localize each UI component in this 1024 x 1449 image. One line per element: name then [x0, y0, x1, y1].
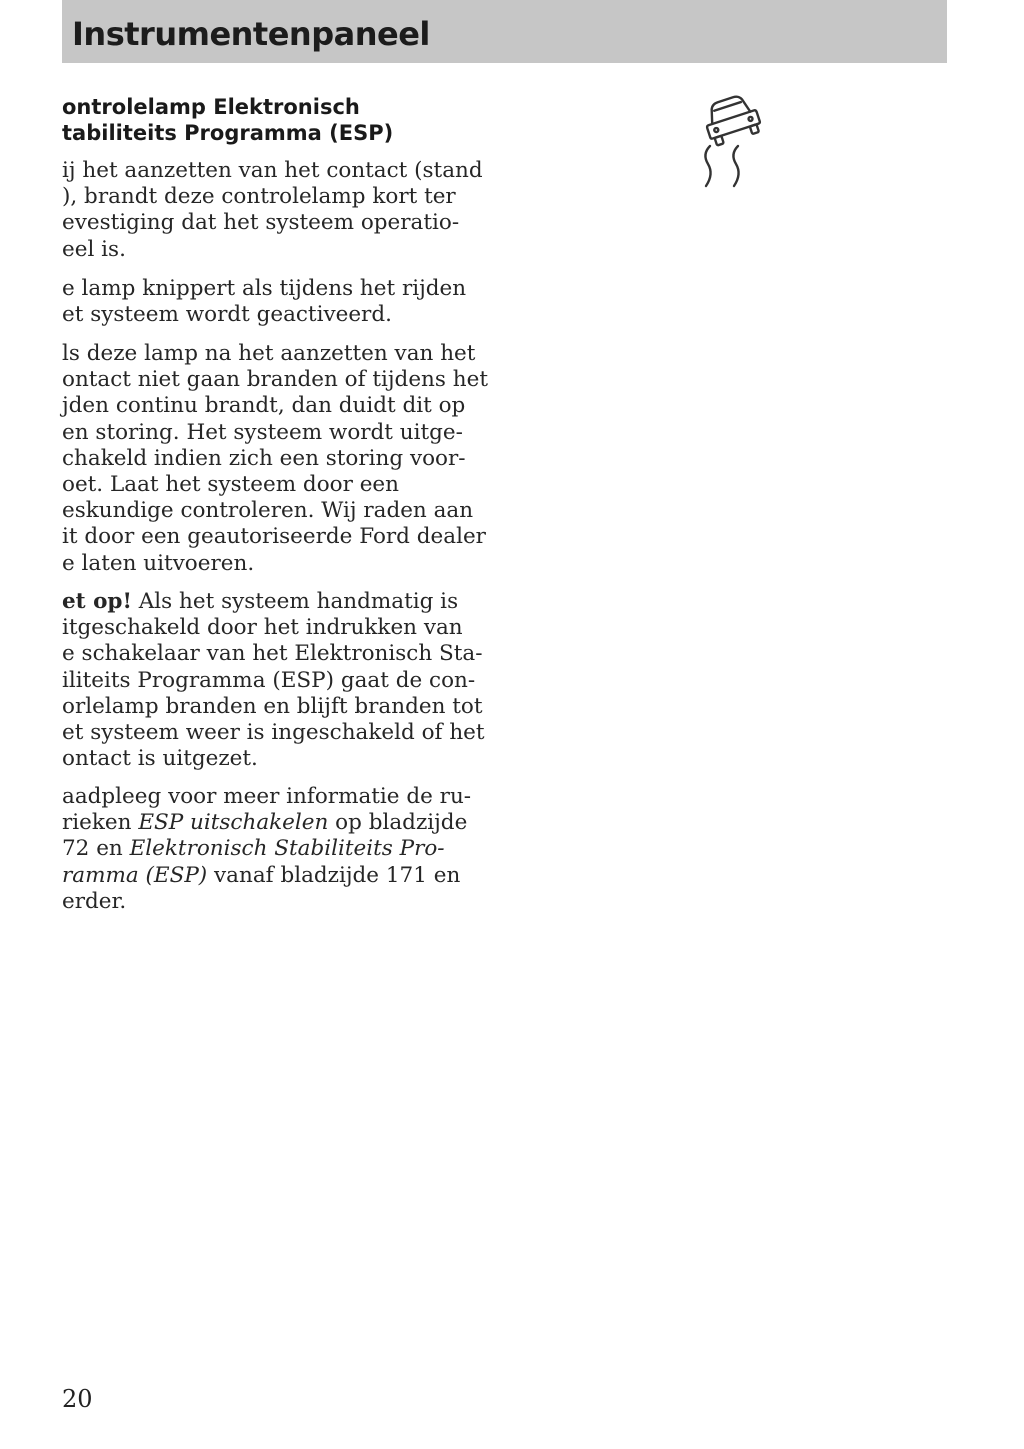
text-line: it door een geautoriseerde Ford dealer — [62, 524, 486, 550]
paragraph-cross-reference — [62, 784, 502, 915]
text-line: et systeem wordt geactiveerd. — [62, 302, 392, 328]
text-line — [62, 863, 502, 889]
text-line: eel is. — [62, 236, 126, 262]
text-line: ls deze lamp na het aanzetten van het — [62, 341, 476, 366]
paragraph-lamp-startup — [62, 158, 502, 263]
text-line: e laten uitvoeren. — [62, 550, 255, 576]
section-heading-line-1: ontrolelamp Elektronisch — [62, 95, 360, 119]
text-line: ij het aanzetten van het contact (stand — [62, 158, 483, 183]
text-line: e schakelaar van het Elektronisch Sta- — [62, 641, 483, 667]
paragraph-malfunction — [62, 341, 502, 577]
text-line: en storing. Het systeem wordt uitge- — [62, 419, 463, 445]
text-line: orlelamp branden en blijft branden tot — [62, 693, 483, 719]
section-heading — [62, 94, 492, 146]
text-line: ontact niet gaan branden of tijdens het — [62, 367, 488, 393]
text-line: iliteits Programma (ESP) gaat de con- — [62, 667, 476, 693]
page-number: 20 — [62, 1385, 93, 1413]
text-fragment: rieken — [62, 810, 139, 836]
attention-label: et op! — [62, 589, 132, 614]
text-fragment: op bladzijde — [328, 810, 468, 836]
text-fragment: 72 en — [62, 836, 130, 862]
cross-reference-esp-section: Elektronisch Stabiliteits Pro- — [129, 836, 445, 862]
paragraph-lamp-blinks — [62, 276, 502, 328]
text-fragment: vanaf bladzijde 171 en — [207, 862, 461, 888]
paragraph-attention-note — [62, 589, 502, 772]
text-fragment: Als het systeem handmatig is — [131, 589, 459, 614]
text-line: eskundige controleren. Wij raden aan — [62, 498, 474, 524]
text-line: evestiging dat het systeem operatio- — [62, 210, 460, 236]
text-line — [62, 589, 502, 615]
text-line: ontact is uitgezet. — [62, 746, 258, 772]
cross-reference-esp-uitschakelen: ESP uitschakelen — [138, 810, 329, 836]
section-heading-line-2: tabiliteits Programma (ESP) — [62, 121, 394, 145]
esp-skidding-car-icon — [692, 88, 762, 194]
text-line: et systeem weer is ingeschakeld of het — [62, 719, 485, 745]
text-line: erder. — [62, 888, 127, 914]
text-line — [62, 810, 502, 836]
text-line: oet. Laat het systeem door een — [62, 471, 399, 497]
text-line: ), brandt deze controlelamp kort ter — [62, 184, 456, 210]
text-line: e lamp knippert als tijdens het rijden — [62, 276, 467, 301]
page-title: Instrumentenpaneel — [72, 15, 430, 53]
text-line: chakeld indien zich een storing voor- — [62, 445, 466, 471]
text-line: jden continu brandt, dan duidt dit op — [62, 393, 466, 419]
cross-reference-esp-section-cont: ramma (ESP) — [62, 862, 208, 888]
text-line: itgeschakeld door het indrukken van — [62, 615, 463, 641]
text-line — [62, 836, 502, 862]
text-line: aadpleeg voor meer informatie de ru- — [62, 784, 472, 809]
